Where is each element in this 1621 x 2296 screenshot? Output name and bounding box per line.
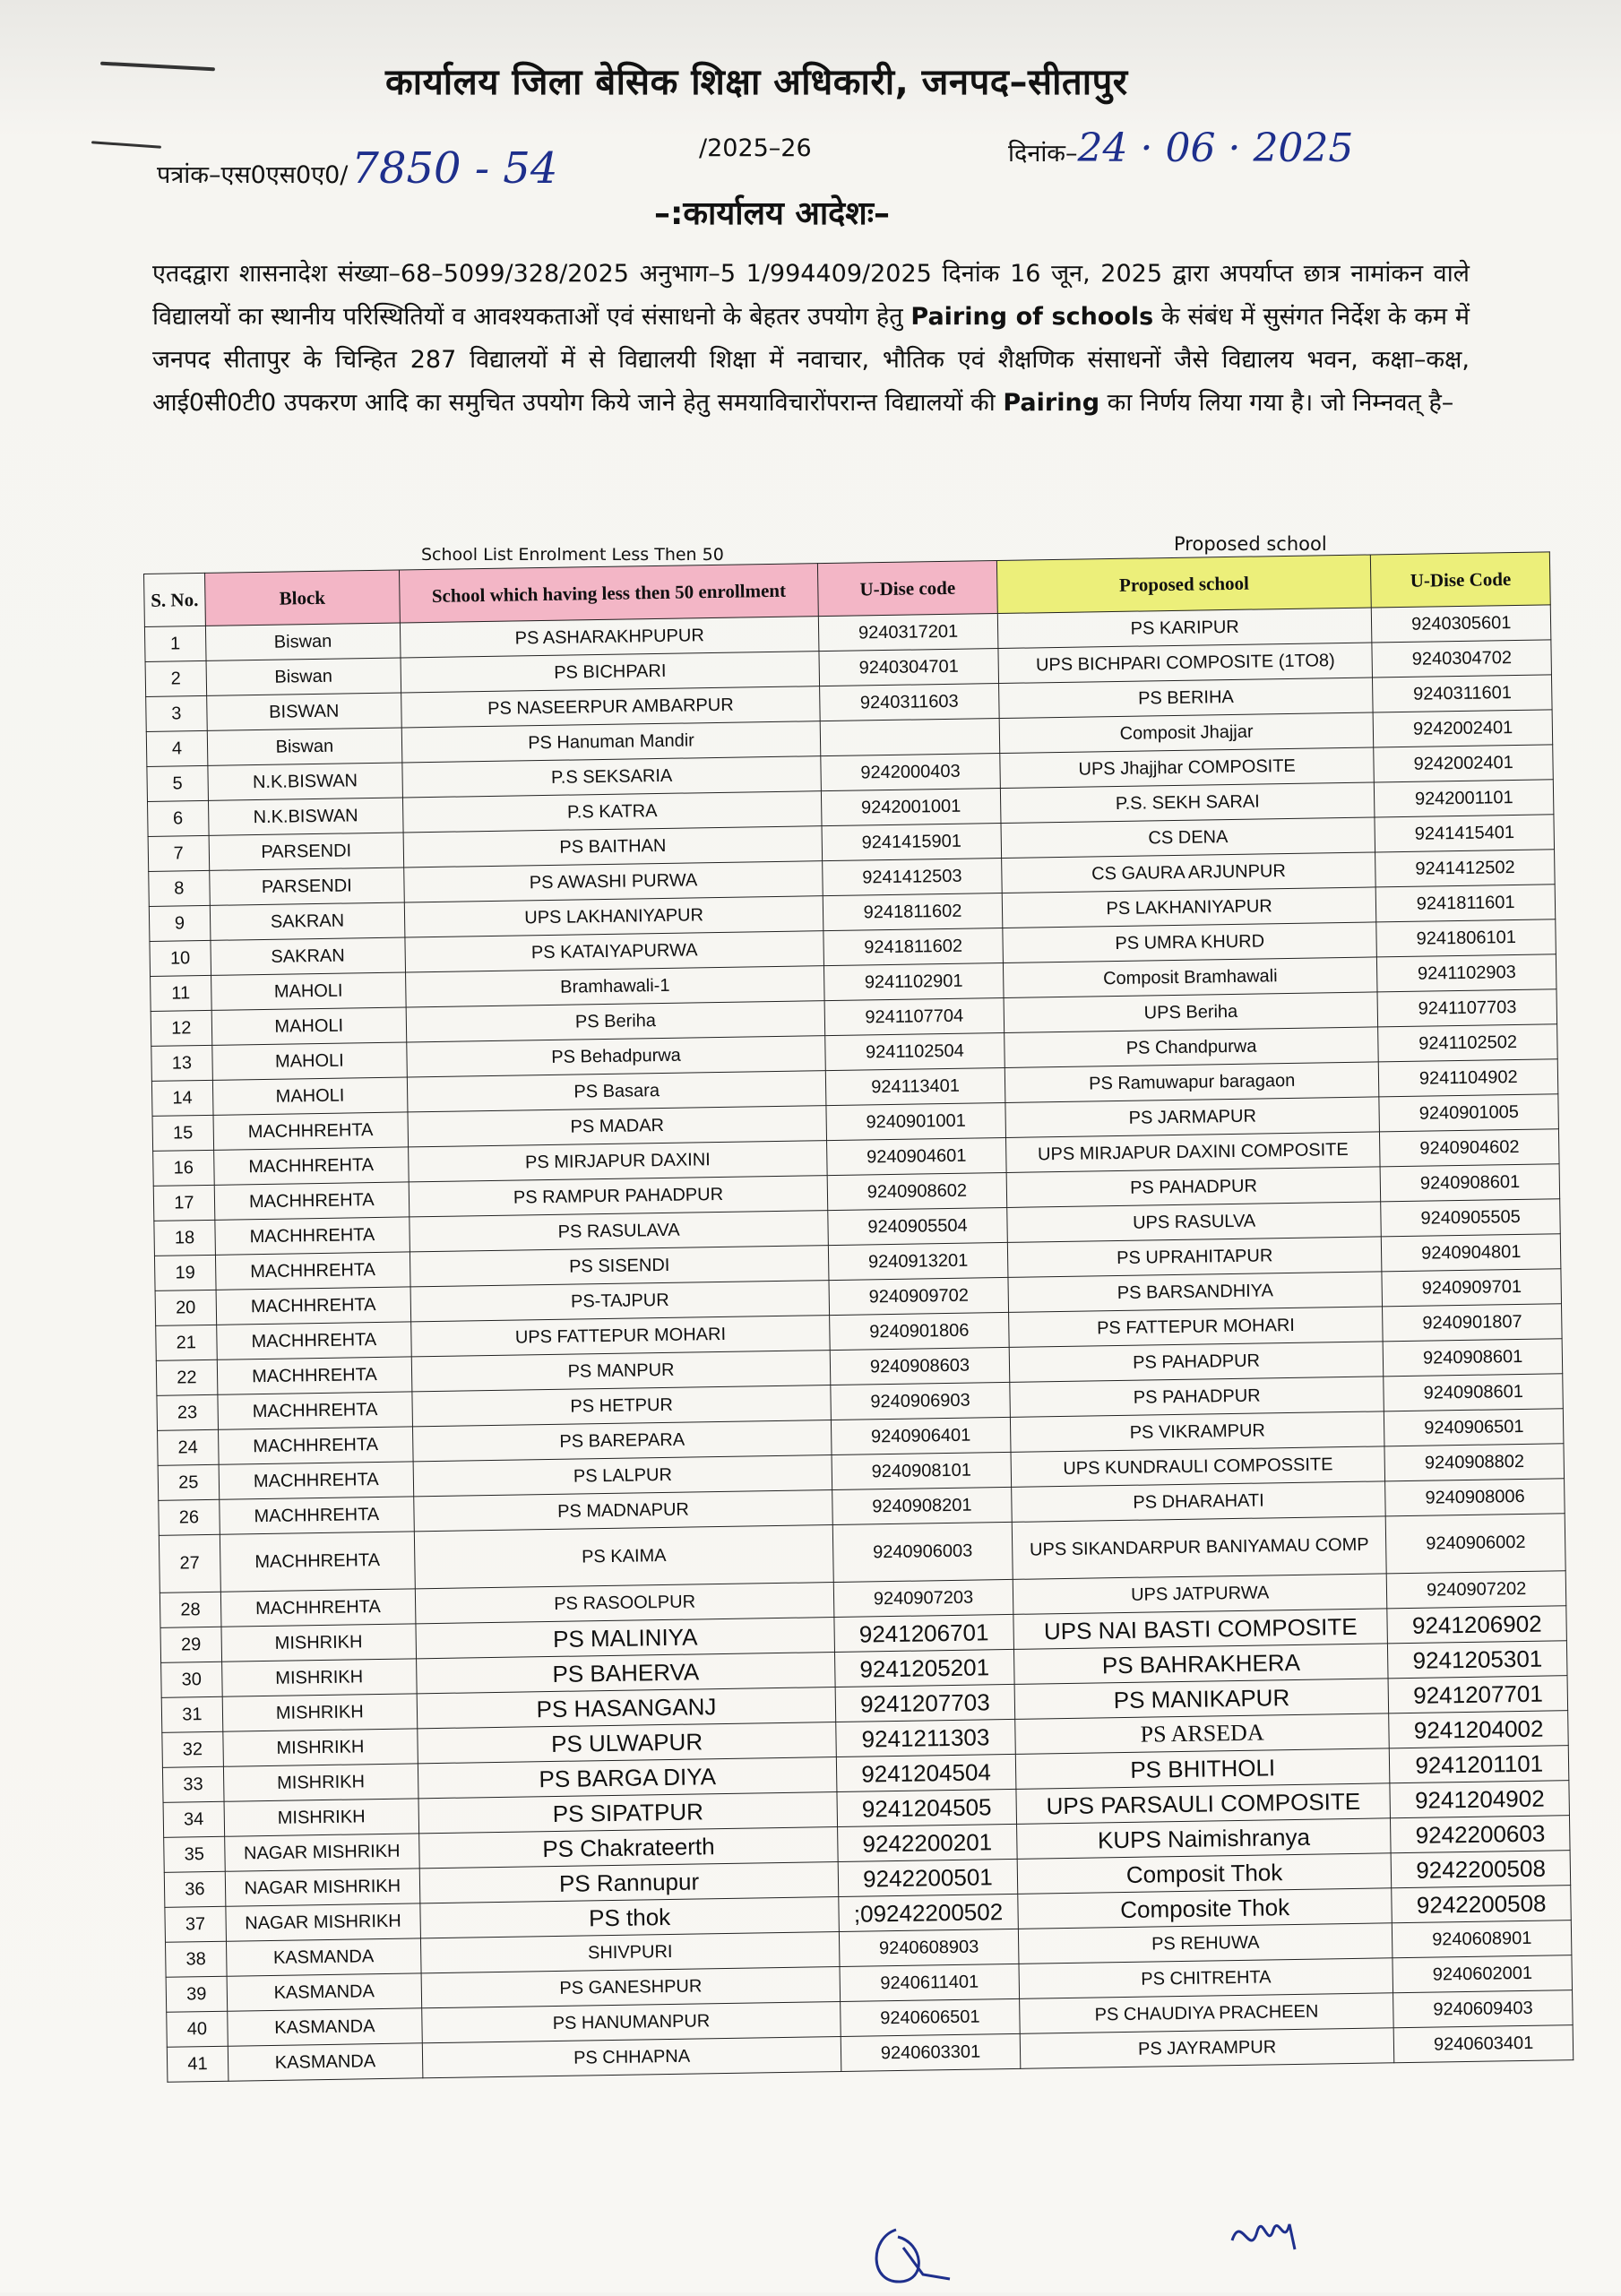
office-title: कार्यालय जिला बेसिक शिक्षा अधिकारी, जनपद–सीतापुर <box>385 62 1128 103</box>
cell-school: PS Rannupur <box>419 1862 839 1903</box>
cell-proposed-school: CS DENA <box>1001 817 1375 859</box>
cell-sno: 29 <box>160 1627 221 1662</box>
cell-sno: 20 <box>155 1290 216 1325</box>
table-caption-left: School List Enrolment Less Then 50 <box>421 545 724 565</box>
school-pairing-table <box>143 551 1574 2082</box>
cell-block: MISHRIKH <box>223 1764 418 1801</box>
cell-udise: 9240908201 <box>832 1487 1012 1524</box>
cell-sno: 7 <box>148 835 209 871</box>
cell-proposed-udise: 9240305601 <box>1372 605 1551 643</box>
cell-block: MACHHREHTA <box>215 1217 410 1255</box>
cell-sno: 38 <box>165 1941 226 1977</box>
cell-block: PARSENDI <box>209 833 404 870</box>
cell-proposed-school: CS GAURA ARJUNPUR <box>1001 852 1375 893</box>
cell-sno: 15 <box>152 1115 213 1151</box>
cell-udise: 9240909702 <box>829 1277 1008 1315</box>
cell-block: MAHOLI <box>212 1077 408 1115</box>
cell-proposed-school: PS UPRAHITAPUR <box>1007 1237 1382 1278</box>
cell-sno: 27 <box>159 1534 220 1593</box>
cell-proposed-udise: 9241806101 <box>1376 919 1556 957</box>
ref-number-handwritten: 7850 - 54 <box>351 143 558 194</box>
cell-school: PS MANPUR <box>411 1351 831 1392</box>
cell-proposed-udise: 9240901005 <box>1379 1094 1558 1132</box>
cell-block: MISHRIKH <box>221 1624 417 1662</box>
cell-proposed-school: UPS PARSAULI COMPOSITE <box>1016 1783 1391 1825</box>
cell-udise: 9240906401 <box>832 1417 1011 1454</box>
cell-proposed-school: PS CHITREHTA <box>1019 1958 1393 1999</box>
cell-school: PS KAIMA <box>414 1525 833 1589</box>
cell-block: MISHRIKH <box>221 1659 417 1696</box>
cell-proposed-school: PS DHARAHATI <box>1011 1481 1385 1523</box>
cell-school: PS ASHARAKHPUPUR <box>400 617 819 658</box>
table-body <box>144 605 1573 2082</box>
cell-proposed-udise: 9240608901 <box>1393 1921 1572 1958</box>
cell-udise: 9240608903 <box>839 1929 1018 1966</box>
cell-block: MISHRIKH <box>223 1729 418 1766</box>
cell-sno: 37 <box>165 1906 226 1942</box>
cell-proposed-school: UPS KUNDRAULI COMPOSSITE <box>1011 1446 1385 1488</box>
cell-sno: 13 <box>151 1045 212 1081</box>
cell-udise: 9240913201 <box>828 1242 1007 1280</box>
cell-udise: 9240907203 <box>833 1579 1013 1617</box>
cell-udise: 9240906903 <box>831 1382 1010 1420</box>
cell-udise: 9240906003 <box>832 1522 1013 1582</box>
cell-udise: 9240311603 <box>820 684 999 721</box>
cell-proposed-udise: 9240909701 <box>1382 1269 1561 1307</box>
cell-udise: ;09242200502 <box>839 1894 1018 1931</box>
signature-circle-stroke <box>860 2212 959 2292</box>
cell-block: MACHHREHTA <box>220 1589 416 1627</box>
cell-school: PS MIRJAPUR DAXINI <box>409 1141 828 1182</box>
cell-block: SAKRAN <box>210 902 405 940</box>
cell-school: PS KATAIYAPURWA <box>405 931 824 972</box>
cell-proposed-school: PS BHITHOLI <box>1015 1748 1390 1790</box>
cell-proposed-school: PS ARSEDA <box>1015 1713 1390 1755</box>
para-bold1: Pairing of schools <box>910 303 1154 331</box>
cell-proposed-school: UPS Jhajjhar COMPOSITE <box>1000 747 1375 789</box>
cell-udise: 9242000403 <box>821 754 1000 791</box>
cell-udise: 9241206701 <box>834 1614 1013 1652</box>
cell-proposed-udise: 9242002401 <box>1374 745 1553 782</box>
cell-proposed-udise: 9241412502 <box>1375 850 1555 887</box>
signature-mark-right <box>1223 2205 1304 2271</box>
cell-proposed-school: PS PAHADPUR <box>1009 1342 1384 1383</box>
cell-sno: 3 <box>146 695 207 731</box>
cell-proposed-school: PS LAKHANIYAPUR <box>1002 887 1376 928</box>
cell-proposed-school: UPS BICHPARI COMPOSITE (1TO8) <box>998 643 1373 684</box>
cell-sno: 35 <box>164 1836 225 1872</box>
cell-proposed-school: PS KARIPUR <box>997 608 1372 649</box>
cell-school: PS thok <box>420 1896 840 1938</box>
cell-block: Biswan <box>205 623 401 660</box>
cell-school: PS RASOOLPUR <box>415 1583 834 1624</box>
cell-proposed-udise: 9240603401 <box>1394 2025 1574 2063</box>
cell-block: KASMANDA <box>227 2008 422 2046</box>
cell-sno: 26 <box>159 1499 220 1535</box>
cell-school: P.S KATRA <box>402 791 822 833</box>
cell-proposed-udise: 9240304702 <box>1372 640 1551 678</box>
cell-block: KASMANDA <box>227 1973 422 2011</box>
cell-proposed-school: PS CHAUDIYA PRACHEEN <box>1019 1993 1393 2034</box>
cell-proposed-udise: 9241204902 <box>1390 1781 1569 1818</box>
cell-school: PS BARGA DIYA <box>418 1757 837 1799</box>
signature-mark-left <box>860 2212 959 2296</box>
cell-block: NAGAR MISHRIKH <box>226 1903 421 1941</box>
ref-label: पत्रांक–एस0एस0ए0/ <box>157 161 349 189</box>
cell-sno: 33 <box>162 1766 223 1802</box>
para-part3: का निर्णय लिया गया है। जो निम्नवत् है– <box>1099 389 1454 417</box>
cell-proposed-udise: 9240609403 <box>1393 1990 1573 2028</box>
cell-proposed-udise: 9240908006 <box>1385 1479 1565 1516</box>
cell-udise: 9241415901 <box>822 824 1001 861</box>
cell-proposed-school: P.S. SEKH SARAI <box>1000 782 1375 824</box>
cell-sno: 24 <box>158 1429 219 1465</box>
cell-block: NAGAR MISHRIKH <box>224 1834 419 1871</box>
cell-sno: 2 <box>145 660 206 696</box>
cell-school: PS MADNAPUR <box>414 1490 833 1532</box>
cell-school: PS NASEERPUR AMBARPUR <box>401 686 821 728</box>
cell-school: PS SIPATPUR <box>418 1792 838 1834</box>
cell-school: PS Basara <box>407 1071 826 1112</box>
cell-block: MISHRIKH <box>224 1799 419 1836</box>
cell-proposed-school: PS FATTEPUR MOHARI <box>1008 1307 1383 1348</box>
cell-udise: 9240908602 <box>827 1172 1006 1210</box>
cell-udise: 9240905504 <box>828 1207 1007 1245</box>
cell-proposed-school: UPS Beriha <box>1004 992 1378 1033</box>
cell-udise: 9241107704 <box>824 997 1004 1035</box>
cell-proposed-udise: 9240908601 <box>1384 1374 1563 1411</box>
cell-sno: 31 <box>161 1696 222 1732</box>
cell-proposed-school: PS JARMAPUR <box>1005 1097 1380 1138</box>
cell-proposed-udise: 9241204002 <box>1389 1711 1568 1748</box>
order-paragraph <box>152 253 1470 425</box>
cell-school: P.S SEKSARIA <box>402 756 822 798</box>
cell-block: KASMANDA <box>226 1938 421 1976</box>
cell-sno: 9 <box>149 905 210 941</box>
cell-proposed-school: UPS NAI BASTI COMPOSITE <box>1013 1609 1388 1650</box>
cell-proposed-school: PS VIKRAMPUR <box>1010 1411 1384 1453</box>
cell-school: Bramhawali-1 <box>406 966 825 1007</box>
cell-sno: 1 <box>144 626 205 661</box>
cell-proposed-udise: 9240908601 <box>1384 1339 1563 1377</box>
cell-block: MACHHREHTA <box>215 1252 410 1290</box>
cell-proposed-udise: 9242002401 <box>1374 710 1553 747</box>
cell-school: PS GANESHPUR <box>421 1966 841 2007</box>
table-caption-right: Proposed school <box>1174 533 1327 555</box>
cell-school: PS MADAR <box>408 1106 827 1147</box>
cell-udise: 9241811602 <box>823 893 1002 930</box>
cell-proposed-udise: 9242001101 <box>1375 780 1554 817</box>
cell-school: PS BAHERVA <box>417 1653 836 1694</box>
cell-udise: 9242200201 <box>838 1824 1017 1861</box>
cell-proposed-udise: 9240906002 <box>1386 1514 1566 1574</box>
cell-proposed-udise: 9241415401 <box>1375 815 1554 852</box>
cell-sno: 22 <box>156 1359 217 1395</box>
date-handwritten: 24 · 06 · 2025 <box>1077 125 1354 171</box>
cell-proposed-udise: 9241201101 <box>1390 1746 1569 1783</box>
cell-block: MAHOLI <box>211 1042 407 1080</box>
cell-block: MACHHREHTA <box>218 1392 413 1429</box>
cell-proposed-udise: 9240908802 <box>1384 1444 1564 1481</box>
cell-proposed-udise: 9241102903 <box>1377 954 1556 992</box>
cell-sno: 12 <box>151 1010 211 1046</box>
cell-school: UPS LAKHANIYAPUR <box>404 896 823 937</box>
cell-sno: 16 <box>153 1150 214 1186</box>
cell-school: PS Beriha <box>406 1001 825 1042</box>
cell-udise: 9240901001 <box>826 1102 1005 1140</box>
cell-proposed-udise: 9240906501 <box>1384 1409 1564 1446</box>
cell-proposed-school: PS PAHADPUR <box>1010 1377 1384 1418</box>
cell-proposed-school: UPS JATPURWA <box>1013 1574 1387 1615</box>
cell-block: MISHRIKH <box>222 1694 418 1731</box>
cell-proposed-school: PS PAHADPUR <box>1006 1167 1381 1208</box>
header-proposed-udise: U-Dise Code <box>1371 552 1550 608</box>
cell-school: PS LALPUR <box>413 1455 832 1497</box>
cell-school: PS Behadpurwa <box>407 1036 826 1077</box>
cell-proposed-school: PS JAYRAMPUR <box>1020 2028 1394 2069</box>
cell-block: MACHHREHTA <box>213 1147 409 1185</box>
cell-block: MACHHREHTA <box>219 1497 414 1534</box>
cell-block: MACHHREHTA <box>214 1182 410 1220</box>
cell-udise: 9240304701 <box>819 649 998 686</box>
para-part2: के संबंध में सुसंगत निर्देश के कम में जनपद सीतापुर के चिन्हित 287 विद्यालयों में से विद्यालयी शिक्षा में नवाचार, भौतिक एवं शैक्षणिक संसाधनों जैसे विद्यालय भवन, कक्षा–कक्ष, आई0सी0टी0 उपकरण आदि का समुचित उपयोग किये जाने हेतु समयाविचारोंपरान्त विद्यालयों की <box>152 303 1470 417</box>
cell-proposed-udise: 9240901807 <box>1383 1304 1562 1342</box>
cell-udise: 9240908101 <box>832 1452 1011 1489</box>
cell-proposed-school: Composit Bramhawali <box>1003 957 1377 998</box>
cell-block: Biswan <box>207 728 402 765</box>
cell-udise: 924113401 <box>825 1067 1005 1105</box>
cell-block: Biswan <box>206 658 401 695</box>
cell-proposed-udise: 9241206902 <box>1387 1606 1566 1644</box>
cell-school: PS SISENDI <box>410 1246 829 1287</box>
cell-proposed-udise: 9241205301 <box>1388 1641 1567 1679</box>
cell-block: MACHHREHTA <box>219 1462 414 1499</box>
pen-stroke-top-left <box>100 62 215 72</box>
cell-block: MACHHREHTA <box>217 1357 412 1394</box>
cell-udise: 9242001001 <box>821 789 1000 826</box>
cell-proposed-school: Composit Thok <box>1017 1853 1392 1895</box>
header-proposed-school: Proposed school <box>996 555 1371 614</box>
para-bold2: Pairing <box>1003 389 1100 417</box>
cell-block: BISWAN <box>206 693 401 730</box>
cell-block: MACHHREHTA <box>220 1532 415 1592</box>
cell-sno: 19 <box>154 1255 215 1290</box>
cell-proposed-udise: 9240905505 <box>1381 1199 1560 1237</box>
order-heading: –:कार्यालय आदेशः– <box>654 195 891 232</box>
cell-proposed-udise: 9241207701 <box>1388 1676 1567 1713</box>
cell-sno: 40 <box>167 2011 228 2047</box>
cell-udise <box>820 719 999 756</box>
header-udise: U-Dise code <box>818 561 998 617</box>
cell-udise: 9241205201 <box>835 1649 1014 1687</box>
cell-school: PS Hanuman Mandir <box>401 721 821 763</box>
cell-proposed-udise: 9240311601 <box>1373 675 1552 712</box>
para-part1: एतदद्वारा शासनादेश संख्या–68–5099/328/2025 अनुभाग–5 1/994409/2025 दिनांक 16 जून, 2025 द्वारा अपर्याप्त छात्र नामांकन वाले विद्यालयों का स्थानीय परिस्थितियों व आवश्यकताओं एवं संसाधनो के बेहतर उपयोग हेतु <box>152 260 1470 331</box>
cell-udise: 9241412503 <box>823 859 1002 896</box>
ref-year: /2025–26 <box>699 134 812 162</box>
cell-proposed-school: Composite Thok <box>1018 1888 1393 1929</box>
cell-block: NAGAR MISHRIKH <box>225 1869 420 1906</box>
cell-proposed-school: UPS MIRJAPUR DAXINI COMPOSITE <box>1005 1132 1380 1173</box>
cell-school: PS Chakrateerth <box>419 1827 839 1869</box>
cell-school: PS HETPUR <box>412 1385 832 1427</box>
cell-sno: 5 <box>147 765 208 801</box>
cell-block: MAHOLI <box>211 972 406 1010</box>
cell-block: MACHHREHTA <box>216 1287 411 1325</box>
cell-school: PS-TAJPUR <box>410 1281 830 1322</box>
cell-school: PS RAMPUR PAHADPUR <box>409 1176 828 1217</box>
cell-sno: 17 <box>153 1185 214 1221</box>
cell-block: MACHHREHTA <box>216 1322 411 1359</box>
cell-sno: 21 <box>156 1325 217 1360</box>
cell-sno: 41 <box>167 2046 228 2082</box>
cell-proposed-school: PS UMRA KHURD <box>1003 922 1377 963</box>
cell-school: UPS FATTEPUR MOHARI <box>411 1316 831 1357</box>
signature-scribble <box>1223 2205 1304 2267</box>
cell-proposed-school: PS Ramuwapur baragaon <box>1005 1062 1379 1103</box>
cell-proposed-udise: 9240908601 <box>1381 1164 1560 1202</box>
date-label: दिनांक– <box>1008 140 1078 168</box>
cell-proposed-udise: 9240904602 <box>1380 1129 1559 1167</box>
cell-sno: 39 <box>166 1976 227 2012</box>
cell-school: SHIVPURI <box>420 1931 840 1972</box>
cell-proposed-udise: 9242200603 <box>1391 1816 1570 1853</box>
cell-school: PS CHHAPNA <box>422 2036 841 2077</box>
cell-proposed-udise: 9242200508 <box>1392 1851 1571 1888</box>
cell-udise: 9240908603 <box>830 1347 1009 1385</box>
cell-block: KASMANDA <box>228 2043 423 2081</box>
cell-proposed-school: PS BERIHA <box>998 678 1373 719</box>
cell-proposed-udise: 9241811601 <box>1376 885 1556 922</box>
cell-udise: 9241204504 <box>836 1754 1015 1791</box>
cell-proposed-school: UPS SIKANDARPUR BANIYAMAU COMP <box>1012 1516 1387 1580</box>
cell-udise: 9241102504 <box>825 1032 1005 1070</box>
cell-udise: 9242200501 <box>838 1859 1017 1896</box>
header-block: Block <box>204 570 400 626</box>
cell-block: N.K.BISWAN <box>208 798 403 835</box>
cell-udise: 9241811602 <box>823 928 1003 965</box>
cell-school: PS HASANGANJ <box>417 1687 836 1729</box>
cell-udise: 9241207703 <box>835 1684 1014 1722</box>
cell-udise: 9240606501 <box>841 1998 1020 2036</box>
cell-block: SAKRAN <box>211 937 406 975</box>
cell-proposed-udise: 9240907202 <box>1387 1571 1566 1609</box>
cell-udise: 9240901806 <box>830 1312 1009 1350</box>
cell-proposed-school: PS REHUWA <box>1018 1923 1393 1964</box>
cell-sno: 18 <box>154 1220 215 1256</box>
cell-sno: 30 <box>161 1662 222 1697</box>
cell-block: N.K.BISWAN <box>208 763 403 800</box>
cell-proposed-udise: 9241102502 <box>1378 1024 1557 1062</box>
cell-udise: 9241102901 <box>824 962 1004 1000</box>
cell-sno: 6 <box>147 800 208 836</box>
cell-block: MAHOLI <box>211 1007 407 1045</box>
cell-udise: 9240904601 <box>827 1137 1006 1175</box>
cell-sno: 36 <box>164 1871 225 1907</box>
cell-udise: 9241211303 <box>836 1719 1015 1757</box>
cell-sno: 14 <box>151 1080 212 1116</box>
cell-proposed-school: Composit Jhajjar <box>999 712 1374 754</box>
cell-udise: 9240603301 <box>841 2033 1020 2071</box>
cell-proposed-school: PS BAHRAKHERA <box>1013 1644 1388 1685</box>
cell-sno: 28 <box>160 1592 220 1627</box>
cell-block: MACHHREHTA <box>218 1427 413 1464</box>
cell-sno: 25 <box>158 1464 219 1500</box>
cell-sno: 4 <box>146 730 207 766</box>
cell-school: PS BAITHAN <box>403 826 823 867</box>
header-sno: S. No. <box>144 573 206 626</box>
cell-proposed-udise: 9241107703 <box>1377 989 1556 1027</box>
cell-proposed-udise: 9240602001 <box>1393 1955 1572 1993</box>
cell-school: PS MALINIYA <box>416 1618 835 1659</box>
cell-proposed-school: KUPS Naimishranya <box>1016 1818 1391 1860</box>
cell-school: PS HANUMANPUR <box>422 2001 841 2042</box>
cell-proposed-school: PS BARSANDHIYA <box>1008 1272 1383 1313</box>
cell-udise: 9241204505 <box>837 1789 1016 1826</box>
cell-block: PARSENDI <box>209 867 404 905</box>
cell-sno: 11 <box>151 975 211 1011</box>
cell-proposed-udise: 9241104902 <box>1379 1059 1558 1097</box>
cell-udise: 9240611401 <box>840 1964 1019 2001</box>
cell-sno: 34 <box>163 1801 224 1837</box>
order-date <box>1008 125 1353 171</box>
header-school: School which having less then 50 enrollment <box>399 564 818 623</box>
cell-school: PS ULWAPUR <box>418 1722 837 1764</box>
cell-sno: 8 <box>149 870 210 906</box>
cell-school: PS AWASHI PURWA <box>404 861 823 902</box>
cell-proposed-school: UPS RASULVA <box>1007 1202 1382 1243</box>
cell-proposed-udise: 9242200508 <box>1392 1886 1571 1923</box>
reference-number <box>157 143 557 194</box>
cell-sno: 10 <box>150 940 211 976</box>
cell-school: PS BAREPARA <box>412 1420 832 1462</box>
cell-block: MACHHREHTA <box>213 1112 409 1150</box>
cell-proposed-school: PS Chandpurwa <box>1004 1027 1378 1068</box>
cell-school: PS RASULAVA <box>410 1211 829 1252</box>
cell-proposed-school: PS MANIKAPUR <box>1014 1679 1389 1720</box>
cell-sno: 32 <box>162 1731 223 1767</box>
cell-proposed-udise: 9240904801 <box>1382 1234 1561 1272</box>
cell-udise: 9240317201 <box>818 614 997 652</box>
cell-sno: 23 <box>157 1394 218 1430</box>
pen-stroke-ref-left <box>91 141 161 148</box>
cell-school: PS BICHPARI <box>401 652 820 693</box>
